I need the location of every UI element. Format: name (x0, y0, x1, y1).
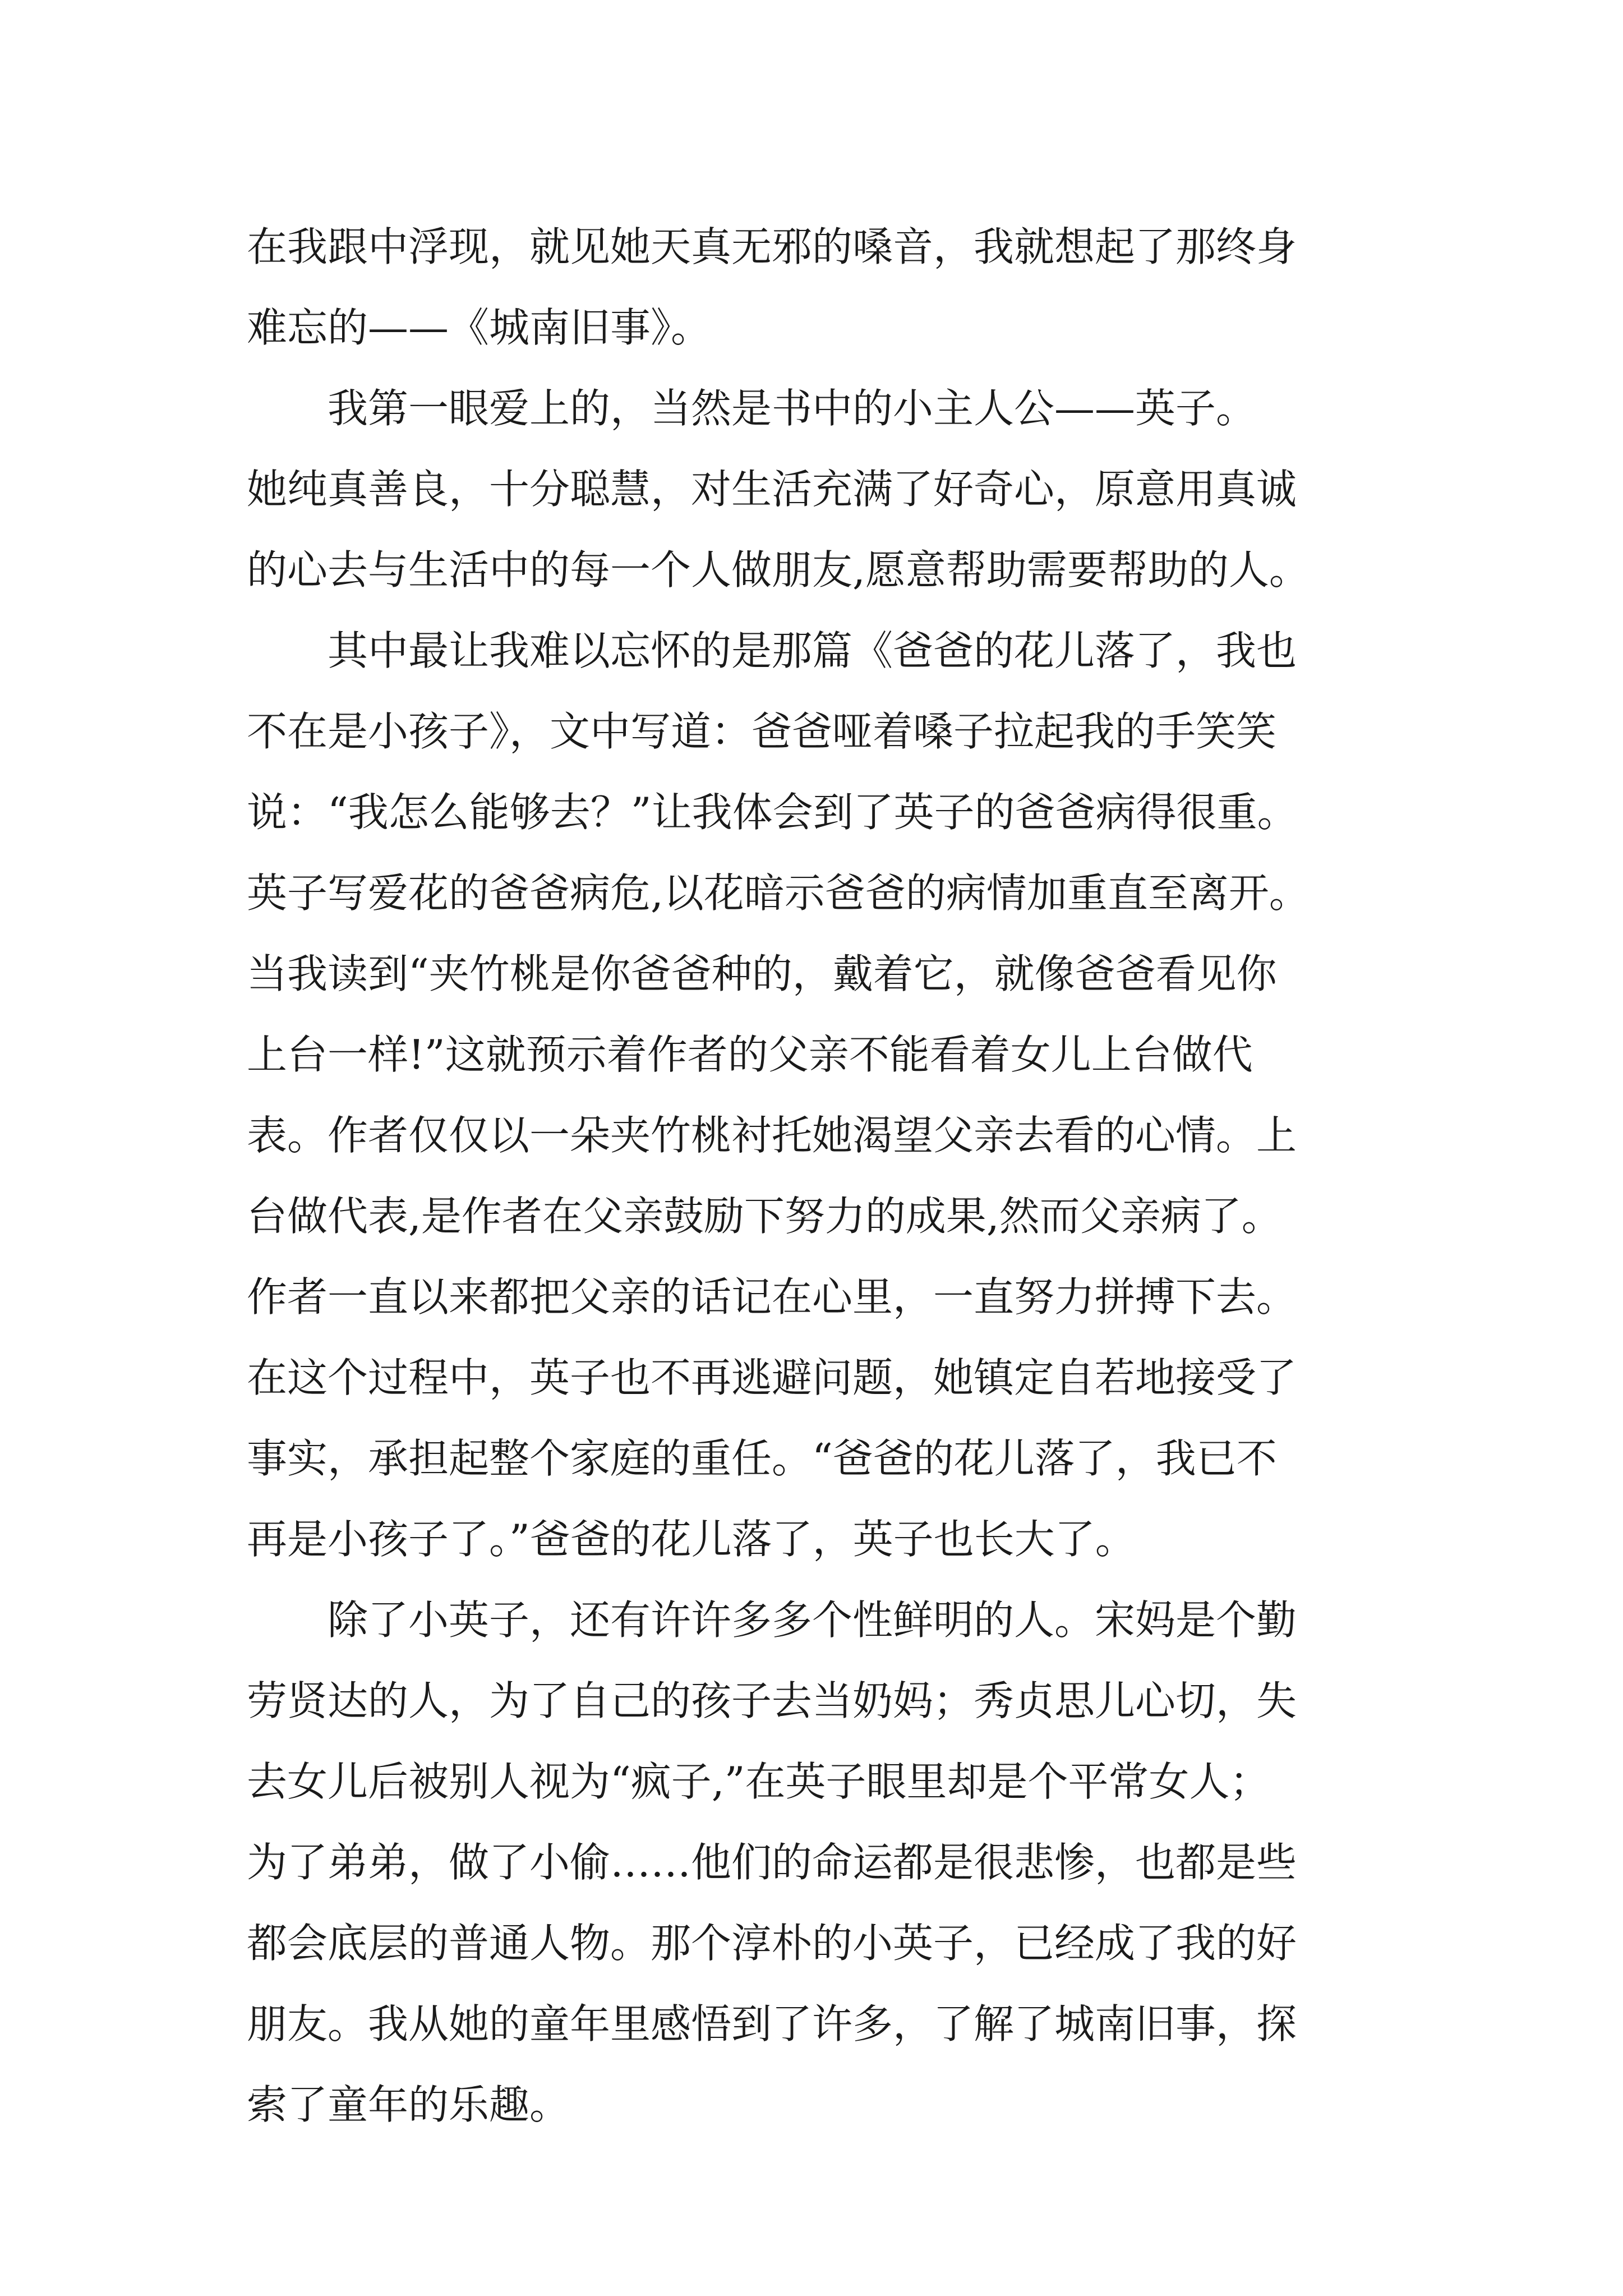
text-line: 朋友。我从她的童年里感悟到了许多，了解了城南旧事，探 (247, 2000, 1297, 2047)
text-line: 英子写爱花的爸爸病危,以花暗示爸爸的病情加重直至离开。 (247, 869, 1310, 917)
paragraph-first-line: 我第一眼爱上的，当然是书中的小主人公——英子。 (328, 385, 1257, 432)
paragraph-first-line: 其中最让我难以忘怀的是那篇《爸爸的花儿落了，我也 (328, 627, 1297, 674)
text-line: 台做代表,是作者在父亲鼓励下努力的成果,然而父亲病了。 (247, 1193, 1282, 1240)
text-line: 去女儿后被别人视为“疯子,”在英子眼里却是个平常女人； (247, 1758, 1270, 1805)
text-line: 索了童年的乐趣。 (247, 2081, 570, 2128)
text-line: 作者一直以来都把父亲的话记在心里，一直努力拼搏下去。 (247, 1273, 1297, 1320)
text-line: 劳贤达的人，为了自己的孩子去当奶妈；秀贞思儿心切，失 (247, 1677, 1297, 1724)
text-line: 在这个过程中，英子也不再逃避问题，她镇定自若地接受了 (247, 1354, 1297, 1401)
text-line: 说：“我怎么能够去？”让我体会到了英子的爸爸病得很重。 (247, 789, 1298, 836)
text-line: 为了弟弟，做了小偷……他们的命运都是很悲惨，也都是些 (247, 1839, 1297, 1886)
text-line: 表。作者仅仅以一朵夹竹桃衬托她渴望父亲去看的心情。上 (247, 1112, 1297, 1159)
text-line: 的心去与生活中的每一个人做朋友,愿意帮助需要帮助的人。 (247, 546, 1310, 593)
text-line: 上台一样!”这就预示着作者的父亲不能看着女儿上台做代 (247, 1031, 1253, 1078)
text-line: 她纯真善良，十分聪慧，对生活充满了好奇心，原意用真诚 (247, 466, 1297, 513)
paragraph-first-line: 除了小英子，还有许许多多个性鲜明的人。宋妈是个勤 (328, 1596, 1297, 1644)
text-line: 事实，承担起整个家庭的重任。“爸爸的花儿落了，我已不 (247, 1435, 1277, 1482)
text-line: 当我读到“夹竹桃是你爸爸种的，戴着它，就像爸爸看见你 (247, 950, 1277, 997)
text-line: 难忘的——《城南旧事》。 (247, 304, 712, 351)
text-line: 不在是小孩子》，文中写道：爸爸哑着嗓子拉起我的手笑笑 (247, 708, 1277, 755)
text-line: 再是小孩子了。”爸爸的花儿落了，英子也长大了。 (247, 1516, 1136, 1563)
body-text (247, 206, 1380, 2145)
text-line: 都会底层的普通人物。那个淳朴的小英子，已经成了我的好 (247, 1920, 1297, 1967)
text-line: 在我跟中浮现，就见她天真无邪的嗓音，我就想起了那终身 (247, 223, 1297, 270)
